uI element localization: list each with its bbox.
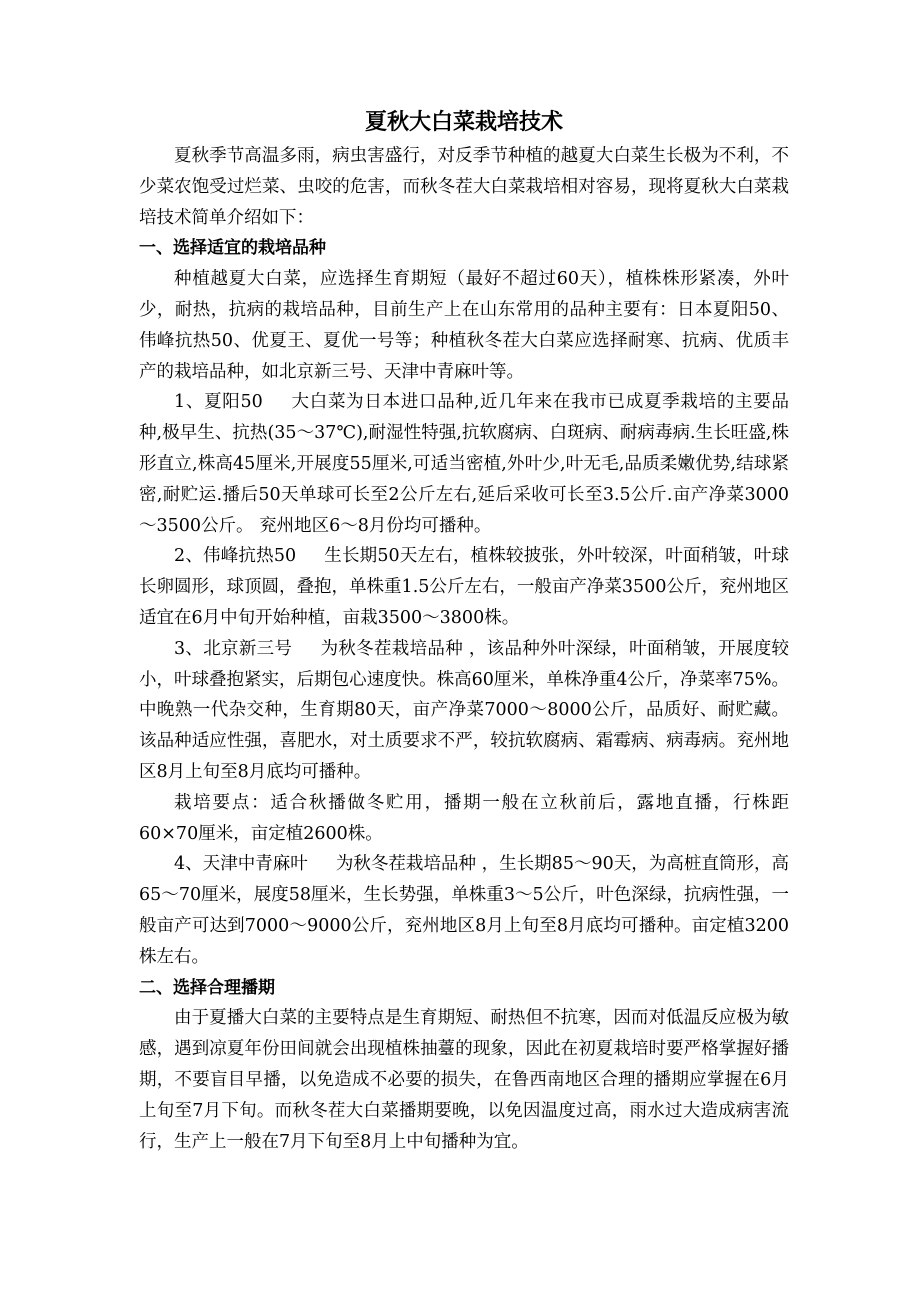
document-title: 夏秋大白菜栽培技术 <box>364 110 563 135</box>
cultivation-points-text: 适合秋播做冬贮用，播期一般在立秋前后，露地直播，行株距60×70厘米，亩定植2600株。 <box>139 792 790 844</box>
variety-name: 2、伟峰抗热50 <box>174 546 297 567</box>
variety-paragraph <box>139 849 789 972</box>
variety-text: 为秋冬茬栽培品种 ，该品种外叶深绿，叶面稍皱，开展度较小，叶球叠抱紧实，后期包心速度快。株高60厘米，单株净重4公斤，净菜率75%。中晚熟一代杂交种，生育期80天，亩产净菜7000～8000公斤，品质好、耐贮藏。该品种适应性强，喜肥水，对土质要求不严，较抗软腐病、霜霉病、病毒病。兖州地区8月上旬至8月底均可播种。 <box>139 638 790 782</box>
cultivation-points-label: 栽培要点： <box>174 792 271 813</box>
section-2-heading: 二、选择合理播期 <box>139 977 275 998</box>
variety-paragraph <box>139 634 789 788</box>
variety-text: 为秋冬茬栽培品种 ，生长期85～90天，为高桩直筒形，高65～70厘米，展度58厘米，生长势强，单株重3～5公斤，叶色深绿，抗病性强，一般亩产可达到7000～9000公斤，兖州地区8月上旬至8月底均可播种。亩定植3200株左右。 <box>139 854 789 967</box>
variety-text: 大白菜为日本进口品种,近几年来在我市已成夏季栽培的主要品种,极早生、抗热(35～37℃),耐湿性特强,抗软腐病、白斑病、耐病毒病.生长旺盛,株形直立,株高45厘米,开展度55厘米,可适当密植,外叶少,叶无毛,品质柔嫩优势,结球紧密,耐贮运.播后50天单球可长至2公斤左右,延后采收可长至3.5公斤.亩产净菜3000～3500公斤。 兖州地区6～8月份均可播种。 <box>139 392 789 536</box>
cultivation-points-paragraph <box>139 788 789 850</box>
variety-text: 生长期50天左右，植株较披张，外叶较深，叶面稍皱，叶球长卵圆形，球顶圆，叠抱，单株重1.5公斤左右，一般亩产净菜3500公斤，兖州地区适宜在6月中旬开始种植，亩栽3500～3800株。 <box>139 546 789 628</box>
variety-name: 1、夏阳50 <box>174 392 263 413</box>
variety-name: 4、天津中青麻叶 <box>174 854 308 875</box>
section-1-summary: 种植越夏大白菜，应选择生育期短（最好不超过60天），植株株形紧凑，外叶少，耐热，抗病的栽培品种，目前生产上在山东常用的品种主要有：日本夏阳50、伟峰抗热50、优夏王、夏优一号等；种植秋冬茬大白菜应选择耐寒、抗病、优质丰产的栽培品种，如北京新三号、天津中青麻叶等。 <box>139 269 789 382</box>
intro-paragraph: 夏秋季节高温多雨，病虫害盛行，对反季节种植的越夏大白菜生长极为不利，不少菜农饱受过烂菜、虫咬的危害，而秋冬茬大白菜栽培相对容易，现将夏秋大白菜栽培技术简单介绍如下： <box>139 146 789 228</box>
section-1-heading: 一、选择适宜的栽培品种 <box>139 238 326 259</box>
variety-name: 3、北京新三号 <box>174 638 293 659</box>
variety-paragraph <box>139 541 789 633</box>
document-page <box>139 108 789 1157</box>
section-2-paragraph: 由于夏播大白菜的主要特点是生育期短、耐热但不抗寒，因而对低温反应极为敏感，遇到凉夏年份田间就会出现植株抽薹的现象，因此在初夏栽培时要严格掌握好播期，不要盲目早播，以免造成不必要的损失，在鲁西南地区合理的播期应掌握在6月上旬至7月下旬。而秋冬茬大白菜播期要晚，以免因温度过高，雨水过大造成病害流行，生产上一般在7月下旬至8月上中旬播种为宜。 <box>139 1008 789 1152</box>
variety-paragraph <box>139 387 789 541</box>
